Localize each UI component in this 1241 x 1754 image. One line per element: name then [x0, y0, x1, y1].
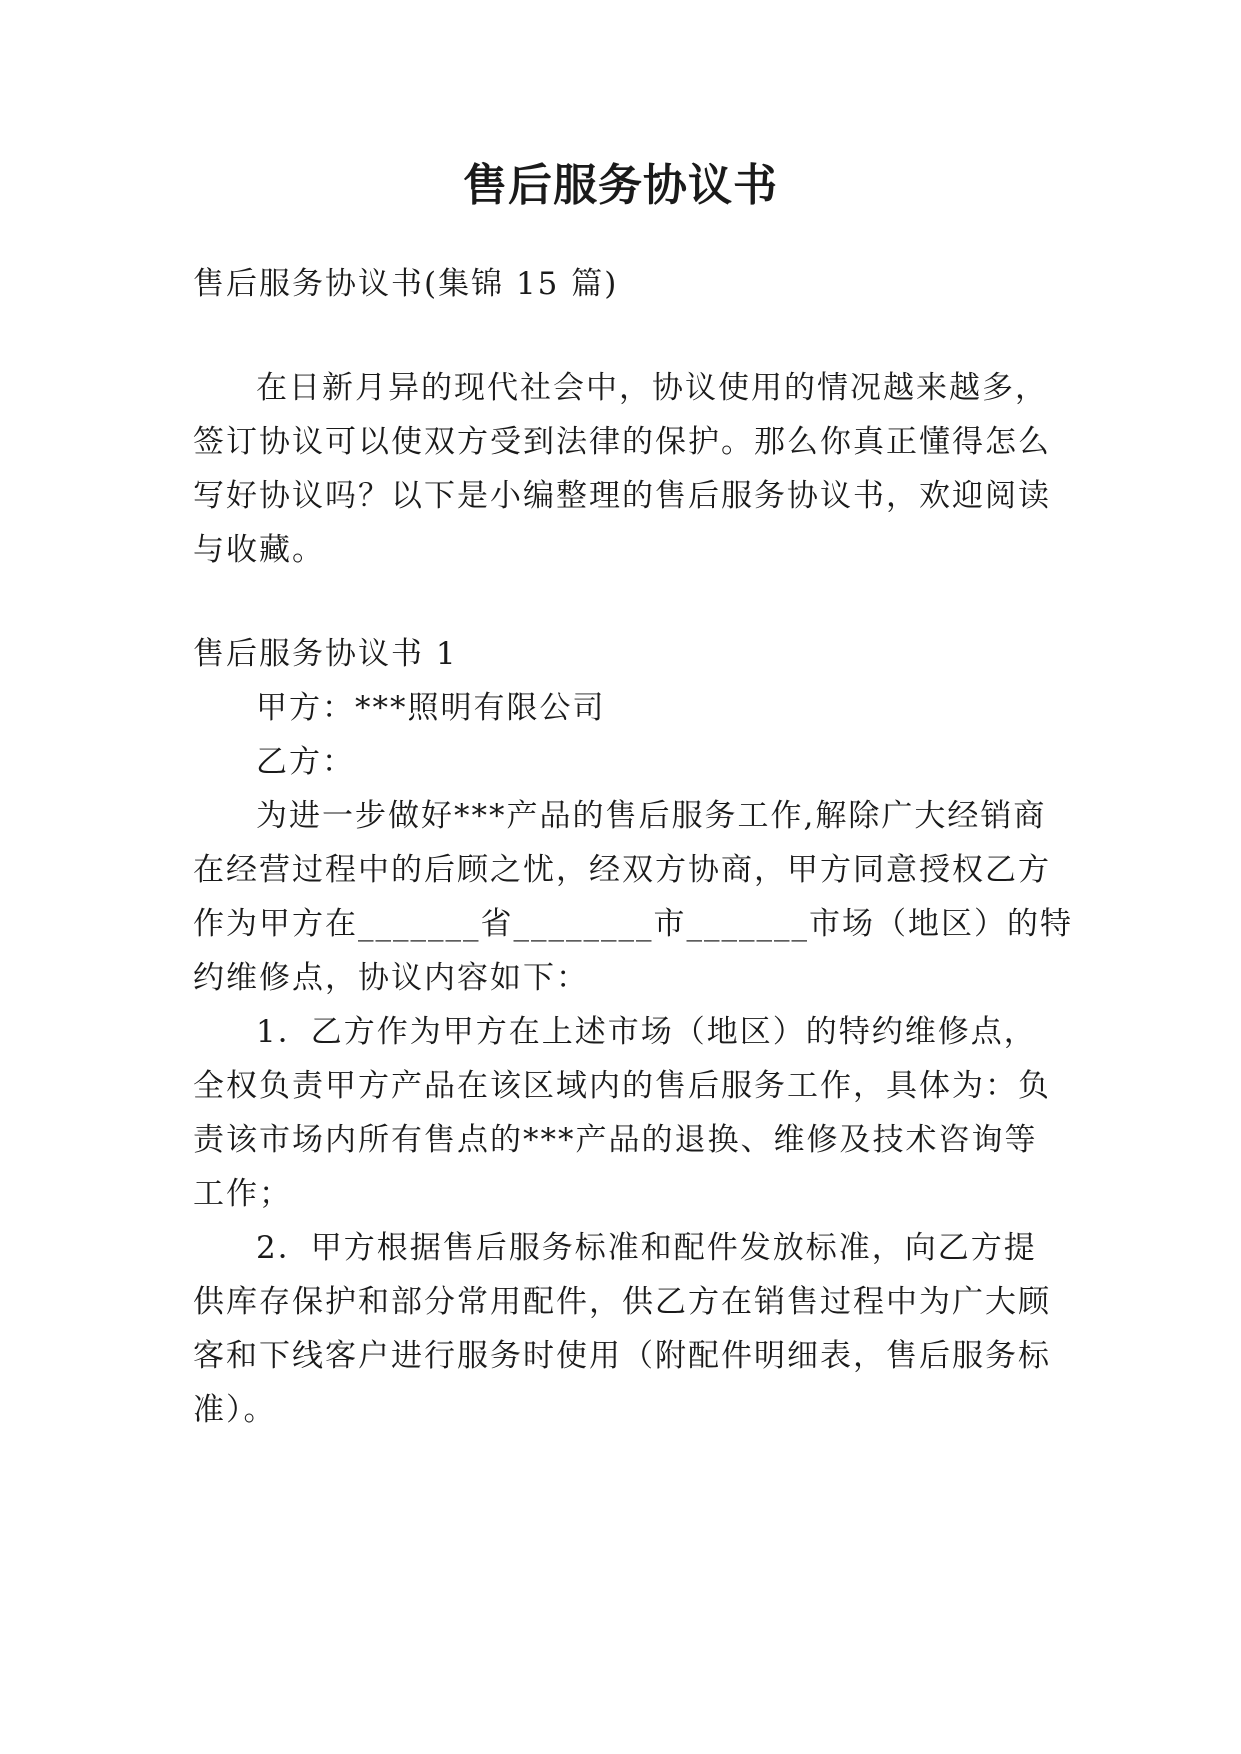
body-line-2: 在经营过程中的后顾之忧，经双方协商，甲方同意授权乙方 [193, 852, 1051, 888]
clause-1-line-1: 1．乙方作为甲方在上述市场（地区）的特约维修点， [256, 1014, 1037, 1050]
body-line-4: 约维修点，协议内容如下： [193, 960, 589, 996]
intro-line-3: 写好协议吗？以下是小编整理的售后服务协议书，欢迎阅读 [193, 478, 1051, 514]
intro-line-4: 与收藏。 [193, 532, 325, 568]
body-line-1: 为进一步做好***产品的售后服务工作,解除广大经销商 [256, 798, 1047, 834]
clause-2-line-4: 准）。 [193, 1392, 277, 1428]
document-title: 售后服务协议书 [463, 160, 778, 211]
section-heading: 售后服务协议书 1 [193, 636, 458, 672]
clause-2-line-1: 2．甲方根据售后服务标准和配件发放标准，向乙方提 [256, 1230, 1037, 1266]
intro-line-2: 签订协议可以使双方受到法律的保护。那么你真正懂得怎么 [193, 424, 1051, 460]
clause-1-line-4: 工作； [193, 1176, 292, 1212]
party-a: 甲方：***照明有限公司 [256, 690, 606, 726]
document-subtitle: 售后服务协议书(集锦 15 篇) [193, 266, 619, 302]
clause-2-line-2: 供库存保护和部分常用配件，供乙方在销售过程中为广大顾 [193, 1284, 1051, 1320]
intro-line-1: 在日新月异的现代社会中，协议使用的情况越来越多， [256, 370, 1048, 406]
clause-2-line-3: 客和下线客户进行服务时使用（附配件明细表，售后服务标 [193, 1338, 1051, 1374]
body-line-3: 作为甲方在_______省________市_______市场（地区）的特 [193, 906, 1073, 942]
clause-1-line-2: 全权负责甲方产品在该区域内的售后服务工作，具体为：负 [193, 1068, 1051, 1104]
clause-1-line-3: 责该市场内所有售点的***产品的退换、维修及技术咨询等 [193, 1122, 1038, 1158]
party-b: 乙方： [256, 744, 355, 780]
